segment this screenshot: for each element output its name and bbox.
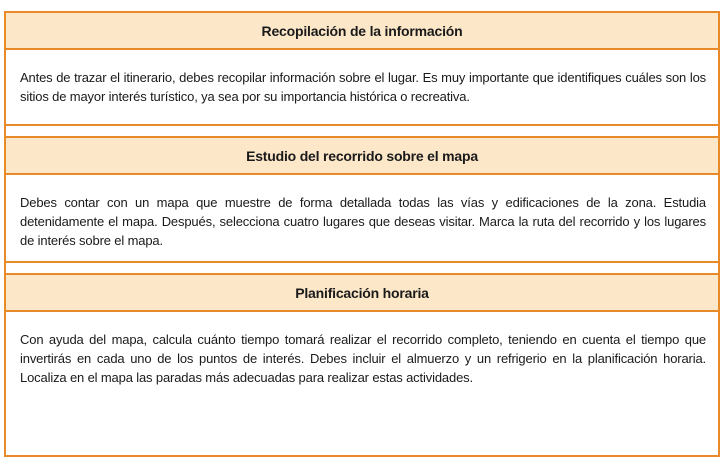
section-divider — [6, 261, 718, 275]
section-text: Antes de trazar el itinerario, debes recopilar información sobre el lugar. Es muy importante que identifiques cuáles son los sitios de mayor interés turístico, ya sea por su importancia histórica o recreativa. — [20, 70, 706, 104]
section-title: Estudio del recorrido sobre el mapa — [6, 138, 718, 175]
section-recopilacion — [6, 13, 718, 124]
section-planificacion — [6, 275, 718, 416]
section-text: Debes contar con un mapa que muestre de forma detallada todas las vías y edificaciones de la zona. Estudia detenidamente el mapa. Después, selecciona cuatro lugares que deseas visitar. Marca la ruta del recorrido y los lugares de interés sobre el mapa. — [20, 195, 706, 248]
section-divider — [6, 124, 718, 138]
section-text: Con ayuda del mapa, calcula cuánto tiempo tomará realizar el recorrido completo, teniendo en cuenta el tiempo que invertirás en cada uno de los puntos de interés. Debes incluir el almuerzo y un refrigerio en la planificación horaria. Localiza en el mapa las paradas más adecuadas para realizar estas actividades. — [20, 332, 706, 385]
section-estudio-mapa — [6, 138, 718, 261]
itinerary-steps-table — [4, 11, 720, 457]
section-title: Recopilación de la información — [6, 13, 718, 50]
section-title: Planificación horaria — [6, 275, 718, 312]
